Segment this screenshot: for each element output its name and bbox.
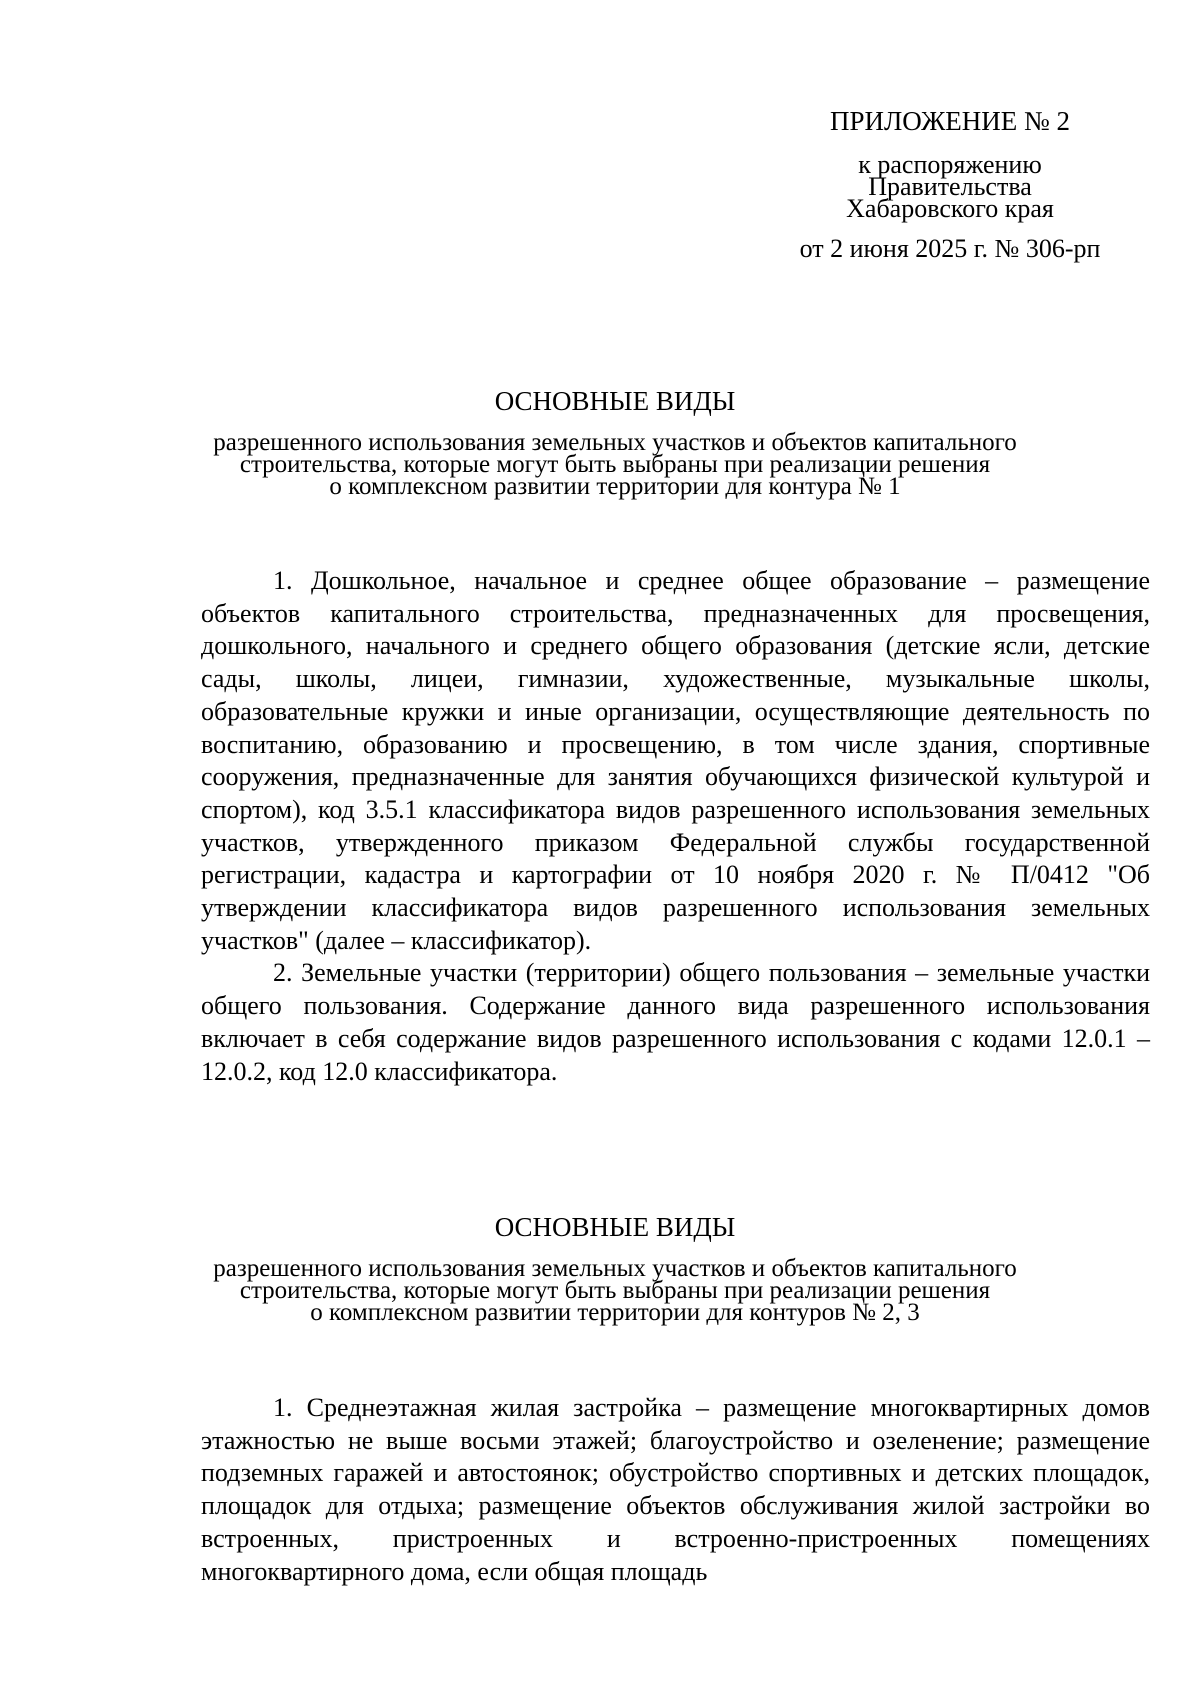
- section-2-paragraph-1: 1. Среднеэтажная жилая застройка – размещение многоквартирных домов этажностью не выше восьми этажей; благоустройство и озеленение; размещение подземных гаражей и автостоянок; обустройство спортивных и детских площадок, площадок для отдыха; размещение объектов обслуживания жилой застройки во встроенных, пристроенных и встроенно-пристроенных помещениях многоквартирного дома, если общая площадь: [201, 1393, 1150, 1586]
- appendix-date: от 2 июня 2025 г. № 306-рп: [799, 234, 1101, 263]
- appendix-title: ПРИЛОЖЕНИЕ № 2: [829, 106, 1071, 136]
- appendix-line-3: Хабаровского края: [846, 194, 1054, 223]
- section-1-paragraph-2: 2. Земельные участки (территории) общего пользования – земельные участки общего пользования. Содержание данного вида разрешенного использования включает в себя содержание видов разрешенного использования с кодами 12.0.1 – 12.0.2, код 12.0 классификатора.: [201, 958, 1150, 1086]
- section-1-heading: [180, 386, 1050, 498]
- section-1-title: ОСНОВНЫЕ ВИДЫ: [494, 386, 736, 416]
- section-2-subtitle-line-3: о комплексном развитии территории для контуров № 2, 3: [310, 1299, 920, 1326]
- section-1-paragraph-1: 1. Дошкольное, начальное и среднее общее образование – размещение объектов капитального строительства, предназначенных для просвещения, дошкольного, начального и среднего общего образования (детские ясли, детские сады, школы, лицеи, гимназии, художественные, музыкальные школы, образовательные кружки и иные организации, осуществляющие деятельность по воспитанию, образованию и просвещению, в том числе здания, спортивные сооружения, предназначенные для занятия обучающихся физической культурой и спортом), код 3.5.1 классификатора видов разрешенного использования земельных участков, утвержденного приказом Федеральной службы государственной регистрации, кадастра и картографии от 10 ноября 2020 г. № П/0412 "Об утверждении классификатора видов разрешенного использования земельных участков" (далее – классификатор).: [201, 566, 1150, 955]
- section-1-subtitle-line-3: о комплексном развитии территории для контура № 1: [329, 473, 901, 500]
- section-2-subtitle-line-1: разрешенного использования земельных участков и объектов капитального: [213, 1255, 1017, 1282]
- section-2-heading: [180, 1212, 1050, 1324]
- section-2-title: ОСНОВНЫЕ ВИДЫ: [494, 1212, 736, 1242]
- section-1-body: [201, 565, 1150, 1088]
- section-2-body: [201, 1392, 1150, 1588]
- section-2-subtitle-line-2: строительства, которые могут быть выбраны при реализации решения: [239, 1277, 991, 1304]
- section-1-subtitle-line-1: разрешенного использования земельных участков и объектов капитального: [213, 429, 1017, 456]
- appendix-line-2: Правительства: [868, 172, 1032, 201]
- appendix-line-1: к распоряжению: [858, 150, 1042, 179]
- appendix-header: [760, 106, 1140, 264]
- section-1-subtitle-line-2: строительства, которые могут быть выбраны при реализации решения: [239, 451, 991, 478]
